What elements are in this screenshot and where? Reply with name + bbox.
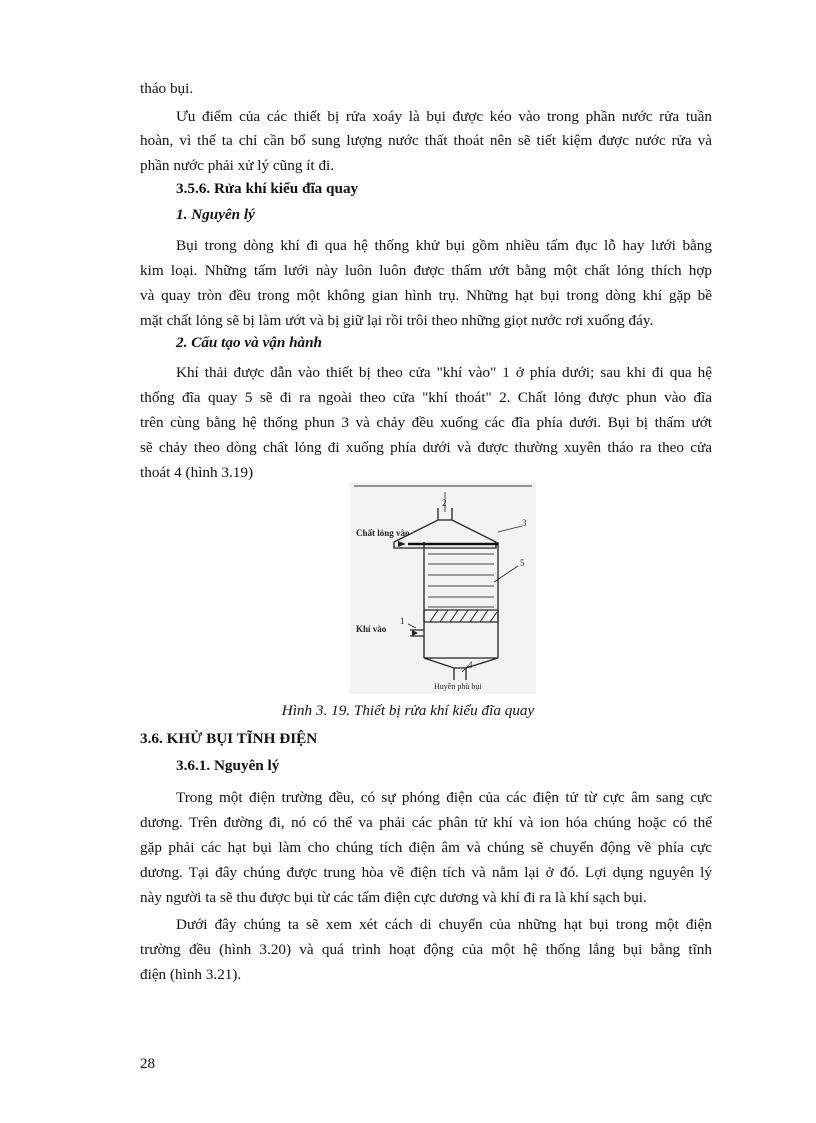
text-line: phần nước phải xử lý cũng ít đi. [140,157,335,174]
paragraph-line: và quay tròn đều trong một không gian hình trụ. Những hạt bụi trong dòng khí gặp bề [140,287,712,304]
text-line: hoàn, vì thế ta chỉ cần bổ sung lượng nước thất thoát nên sẽ tiết kiệm được nước rửa và [140,132,712,149]
paragraph-line: thoát 4 (hình 3.19) [140,464,254,481]
paragraph-line: Khí thải được dẫn vào thiết bị theo cửa "khí vào" 1 ở phía dưới; sau khi đi qua hệ [176,364,712,381]
section-heading: 3.6.1. Nguyên lý [176,757,280,774]
label-number-3: 3 [522,518,527,528]
paragraph-line: Dưới đây chúng ta sẽ xem xét cách di chuyển của những hạt bụi trong một điện [176,916,712,933]
paragraph-line: này người ta sẽ thu được bụi từ các tấm điện cực dương và khí đi ra là khí sạch bụi. [140,889,647,906]
paragraph-line: trường đều (hình 3.20) và quá trình hoạt động của một hệ thống lắng bụi bằng tĩnh [140,941,712,958]
section-heading: 3.5.6. Rửa khí kiểu đĩa quay [176,180,359,197]
scrubber-diagram [350,482,536,694]
paragraph-line: kim loại. Những tấm lưới này luôn luôn được thấm ướt bằng một chất lỏng thích hợp [140,262,712,279]
text-line: Ưu điểm của các thiết bị rửa xoáy là bụi được kéo vào trong phần nước rửa tuần [176,108,712,125]
label-gas-in: Khí vào [356,624,387,634]
paragraph-line: trên cùng bằng hệ thống phun 3 và chảy đều xuống các đĩa phía dưới. Bụi bị thấm ướt [140,414,712,431]
chapter-section-heading: 3.6. KHỬ BỤI TĨNH ĐIỆN [140,730,318,747]
paragraph-line: thống đĩa quay 5 sẽ đi ra ngoài theo cửa "khí thoát" 2. Chất lỏng được phun vào đĩa [140,389,712,406]
label-number-2: 2 [442,498,447,508]
paragraph-line: gặp phải các hạt bụi làm cho chúng tích điện âm và chúng sẽ chuyển động về phía cực [140,839,712,856]
figure-background [350,482,536,694]
subsection-heading: 1. Nguyên lý [176,206,255,223]
paragraph-line: điện (hình 3.21). [140,966,242,983]
paragraph-line: Trong một điện trường đều, có sự phóng điện của các điện tử từ cực âm sang cực [176,789,712,806]
label-number-5: 5 [520,558,525,568]
label-sludge: Huyền phù bụi [434,682,482,691]
text-line: tháo bụi. [140,80,194,97]
rotating-disc-scrubber-figure [350,482,536,694]
figure-caption: Hình 3. 19. Thiết bị rửa khí kiểu đĩa quay [281,702,535,719]
paragraph-line: Bụi trong dòng khí đi qua hệ thống khử bụi gồm nhiều tấm đục lỗ hay lưới bằng [176,237,712,254]
paragraph-line: mặt chất lỏng sẽ bị làm ướt và bị giữ lại rồi trôi theo những giọt nước rơi xuống đáy. [140,312,654,329]
paragraph-line: dương. Trên đường đi, nó có thể va phải các phân tử khí và ion hóa chúng hoặc có thể [140,814,712,831]
subsection-heading: 2. Cấu tạo và vận hành [176,334,323,351]
label-number-4: 4 [468,660,473,670]
paragraph-line: sẽ chảy theo dòng chất lỏng đi xuống phía dưới và được thường xuyên tháo ra theo cửa [140,439,712,456]
paragraph-line: dương. Tại đây chúng được trung hòa về điện tích và nằm lại ở đó. Lợi dụng nguyên lý [140,864,712,881]
label-number-1: 1 [400,616,405,626]
page-number: 28 [140,1056,155,1072]
label-liquid-in: Chất lỏng vào [356,528,410,538]
